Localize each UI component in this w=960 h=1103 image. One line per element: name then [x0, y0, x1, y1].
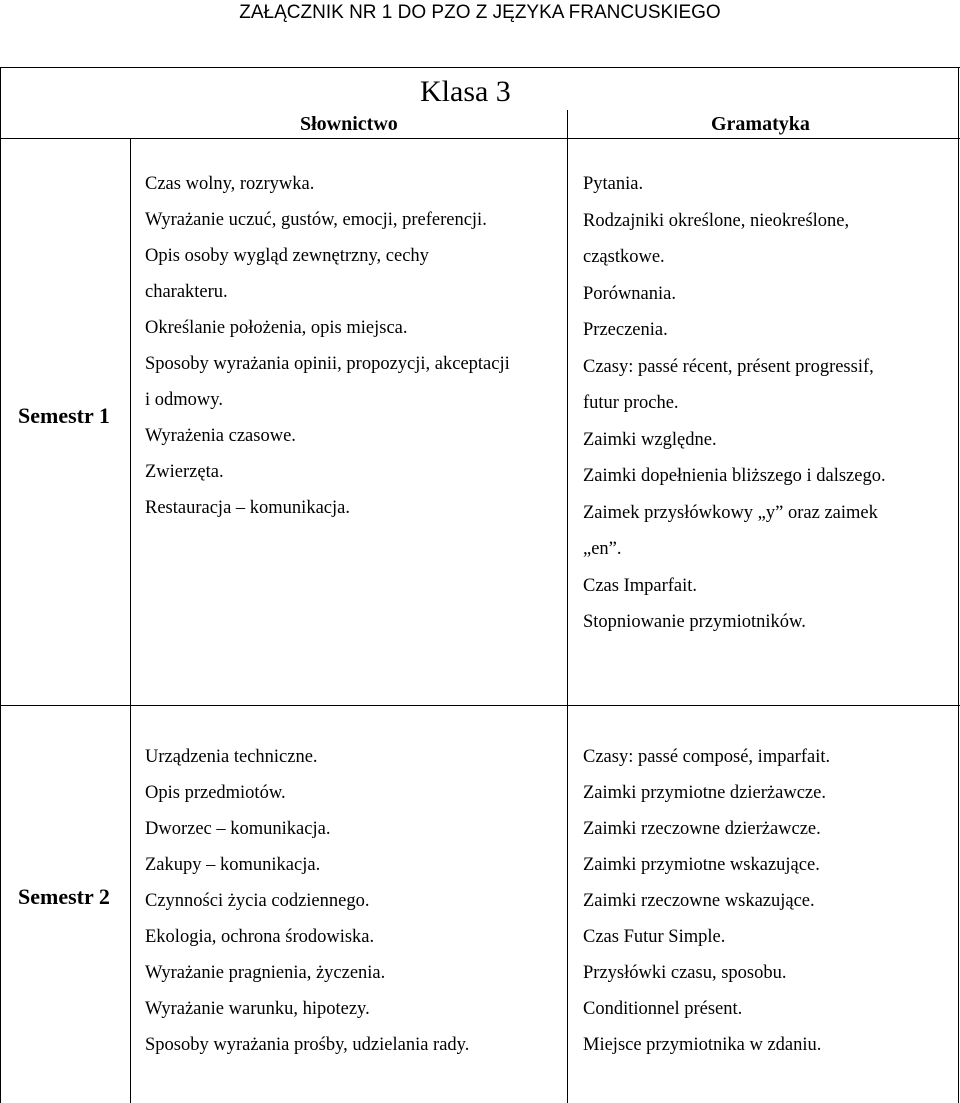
- list-item: Przeczenia.: [583, 320, 668, 340]
- list-item: Zaimki dopełnienia bliższego i dalszego.: [583, 466, 886, 486]
- table-border-right: [958, 67, 959, 1103]
- document-header: ZAŁĄCZNIK NR 1 DO PZO Z JĘZYKA FRANCUSKIEGO: [239, 2, 721, 23]
- column-header-grammar: Gramatyka: [711, 113, 810, 135]
- header-divider: [0, 138, 960, 139]
- list-item: Zaimek przysłówkowy „y” oraz zaimek: [583, 502, 878, 523]
- list-item: Opis przedmiotów.: [145, 783, 286, 803]
- list-item: Określanie położenia, opis miejsca.: [145, 318, 408, 338]
- list-item: Zaimki przymiotne wskazujące.: [583, 855, 820, 875]
- list-item: Sposoby wyrażania opinii, propozycji, akceptacji: [145, 354, 510, 374]
- semester-1-grammar-list: [583, 166, 886, 641]
- list-item: Czynności życia codziennego.: [145, 891, 370, 911]
- list-item: Zakupy – komunikacja.: [145, 855, 321, 875]
- list-item: Zwierzęta.: [145, 462, 224, 482]
- semester-2-grammar-list: [583, 739, 830, 1063]
- list-item: Czasy: passé composé, imparfait.: [583, 747, 831, 767]
- list-item: charakteru.: [145, 282, 228, 302]
- column-header-vocabulary: Słownictwo: [300, 113, 398, 135]
- list-item: Ekologia, ochrona środowiska.: [145, 927, 375, 947]
- list-item: Conditionnel présent.: [583, 999, 743, 1019]
- list-item: Miejsce przymiotnika w zdaniu.: [583, 1035, 822, 1055]
- list-item: Wyrażanie pragnienia, życzenia.: [145, 963, 386, 983]
- list-item: Pytania.: [583, 174, 644, 194]
- list-item: Czas wolny, rozrywka.: [145, 174, 315, 194]
- list-item: Opis osoby wygląd zewnętrzny, cechy: [145, 246, 429, 266]
- list-item: „en”.: [583, 539, 622, 559]
- list-item: Porównania.: [583, 283, 676, 304]
- semester-1-vocabulary-list: [145, 166, 510, 526]
- semester-column-divider: [130, 138, 131, 1103]
- list-item: futur proche.: [583, 393, 679, 413]
- list-item: Czas Imparfait.: [583, 575, 698, 596]
- semester-2-label: Semestr 2: [18, 884, 110, 909]
- class-title: Klasa 3: [420, 75, 511, 108]
- list-item: cząstkowe.: [583, 247, 665, 267]
- list-item: Rodzajniki określone, nieokreślone,: [583, 210, 850, 231]
- list-item: i odmowy.: [145, 390, 223, 410]
- list-item: Restauracja – komunikacja.: [145, 498, 350, 518]
- list-item: Dworzec – komunikacja.: [145, 819, 331, 839]
- list-item: Stopniowanie przymiotników.: [583, 612, 806, 632]
- list-item: Zaimki rzeczowne dzierżawcze.: [583, 819, 821, 839]
- list-item: Wyrażanie uczuć, gustów, emocji, preferencji.: [145, 210, 487, 230]
- semester-1-label: Semestr 1: [18, 403, 110, 428]
- list-item: Wyrażanie warunku, hipotezy.: [145, 999, 370, 1019]
- list-item: Wyrażenia czasowe.: [145, 426, 296, 446]
- semester-2-vocabulary-list: [145, 739, 469, 1063]
- list-item: Sposoby wyrażania prośby, udzielania rady.: [145, 1035, 470, 1055]
- list-item: Przysłówki czasu, sposobu.: [583, 963, 787, 983]
- table-border-left: [0, 67, 1, 1103]
- list-item: Zaimki przymiotne dzierżawcze.: [583, 783, 826, 803]
- list-item: Czas Futur Simple.: [583, 927, 726, 947]
- table-border-top: [0, 67, 960, 68]
- list-item: Urządzenia techniczne.: [145, 747, 318, 767]
- list-item: Czasy: passé récent, présent progressif,: [583, 356, 874, 377]
- semester-divider: [0, 705, 960, 706]
- list-item: Zaimki względne.: [583, 429, 717, 450]
- list-item: Zaimki rzeczowne wskazujące.: [583, 891, 815, 911]
- vocab-grammar-divider: [567, 110, 568, 1103]
